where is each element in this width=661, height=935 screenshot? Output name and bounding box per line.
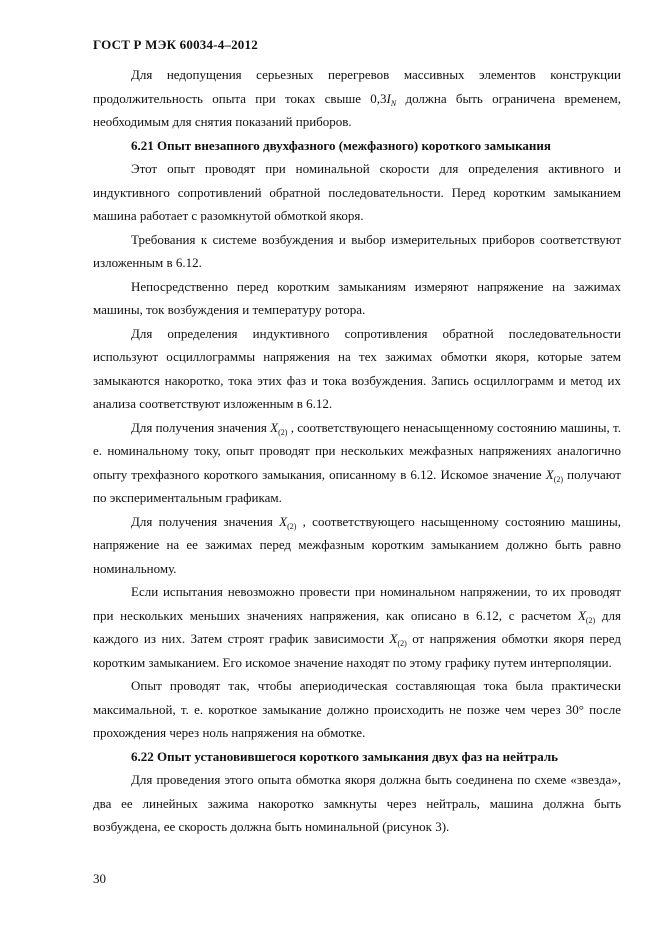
paragraph: Опыт проводят так, чтобы апериодическая составляющая тока была практически максимальной, т. е. короткое замыкание должно происходить не позже чем через 30° после прохождения через ноль напряжения на обмотке. [93, 678, 621, 740]
section-heading: 6.21 Опыт внезапного двухфазного (межфазного) короткого замыкания [131, 137, 551, 153]
document-header: ГОСТ Р МЭК 60034-4–2012 [93, 37, 258, 52]
section-heading: 6.22 Опыт установившегося короткого замыкания двух фаз на нейтраль [131, 748, 558, 764]
paragraph: Этот опыт проводят при номинальной скорости для определения активного и индуктивного сопротивлений обратной последовательности. Перед коротким замыканием машина работает с разомкнутой обмоткой якоря. [93, 161, 621, 223]
paragraph: Если испытания невозможно провести при номинальном напряжении, то их проводят при нескольких меньших значениях напряжения, как описано в 6.12, с расчетом $X_{(2)}$ для каждого из них. Затем строят график зависимости $X_{(2)}$ от напряжения обмотки якоря перед коротким замыканием. Его искомое значение находят по этому графику путем интерполяции. [93, 584, 621, 670]
page-number: 30 [93, 871, 106, 886]
paragraph: Для получения значения $X_{(2)}$ , соответствующего насыщенному состоянию машины, напряжение на ее зажимах перед межфазным коротким замыканием должно быть равно номинальному. [93, 513, 621, 576]
paragraph: Для проведения этого опыта обмотка якоря должна быть соединена по схеме «звезда», два ее линейных зажима накоротко замкнуты через нейтраль, машина должна быть возбуждена, ее скорость должна быть номинальной (рисунок 3). [93, 772, 621, 834]
paragraph: Для недопущения серьезных перегревов массивных элементов конструкции продолжительность опыта при токах свыше $0,3I_N$ должна быть ограничена временем, необходимым для снятия показаний приборов. [93, 67, 621, 129]
paragraph: Требования к системе возбуждения и выбор измерительных приборов соответствуют изложенным в 6.12. [93, 231, 621, 270]
document-body [93, 63, 621, 839]
paragraph: Для определения индуктивного сопротивления обратной последовательности используют осциллограммы напряжения на тех зажимах обмотки якоря, которые затем замыкаются накоротко, тока этих фаз и тока возбуждения. Запись осциллограмм и метод их анализа соответствуют изложенным в 6.12. [93, 325, 621, 411]
paragraph: Непосредственно перед коротким замыканиям измеряют напряжение на зажимах машины, ток возбуждения и температуру ротора. [93, 278, 621, 317]
paragraph: Для получения значения $X_{(2)}$ , соответствующего ненасыщенному состоянию машины, т. е. номинальному току, опыт проводят при нескольких межфазных напряжениях аналогично опыту трехфазного короткого замыкания, описанному в 6.12. Искомое значение $X_{(2)}$ получают по экспериментальным графикам. [93, 419, 622, 505]
